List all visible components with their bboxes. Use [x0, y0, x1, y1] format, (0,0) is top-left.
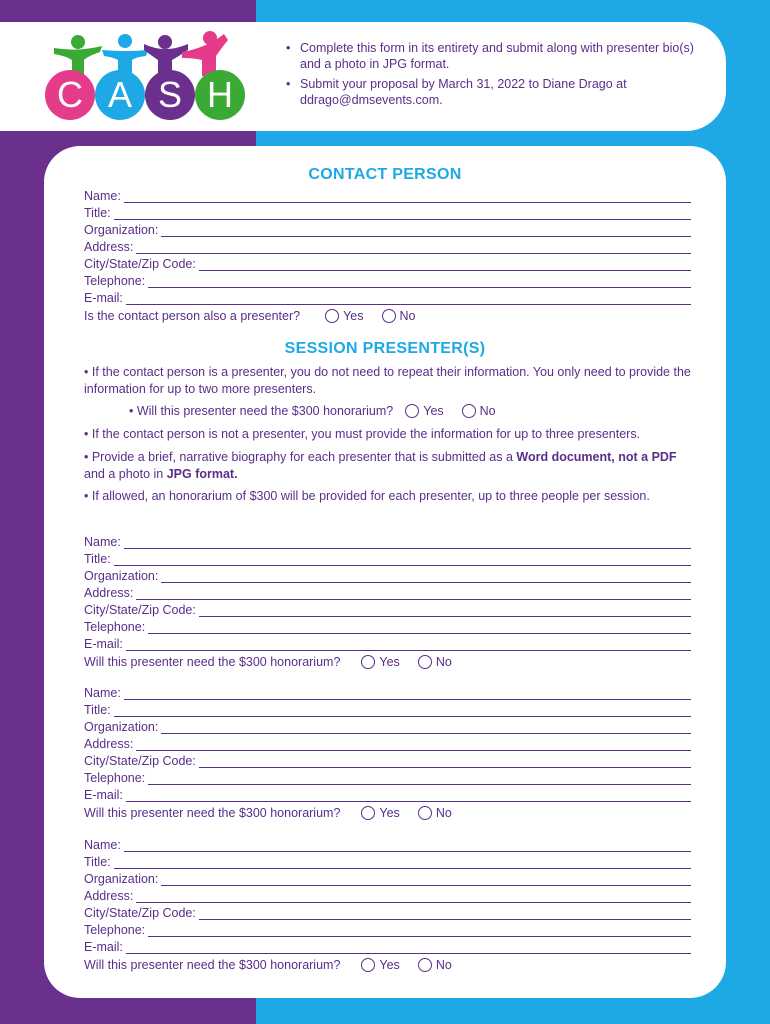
presenter1-address-field[interactable]: Address:	[84, 583, 691, 600]
radio-yes[interactable]	[325, 309, 339, 323]
field-label: Title:	[84, 206, 111, 220]
note-yes-option[interactable]: Yes	[405, 404, 443, 418]
presenter2-city-field[interactable]: City/State/Zip Code:	[84, 751, 691, 768]
presenter2-email-field[interactable]: E-mail:	[84, 785, 691, 802]
form-card	[44, 146, 726, 998]
presenter-note-1: • If the contact person is a presenter, you do not need to repeat their information. You only need to provide the information for up to two more presenters.	[84, 365, 691, 396]
radio-no[interactable]	[462, 404, 476, 418]
contact-title-field[interactable]	[84, 203, 691, 220]
question-label: Is the contact person also a presenter?	[84, 309, 301, 323]
logo-letter-s: S	[145, 70, 195, 120]
presenter1-telephone-field[interactable]: Telephone:	[84, 617, 691, 634]
contact-city-field[interactable]	[84, 254, 691, 271]
presenter1-honorarium-question: Will this presenter need the $300 honorarium? Yes No	[84, 655, 452, 669]
header-card	[0, 22, 726, 131]
presenter3-name-field[interactable]: Name:	[84, 835, 691, 852]
intro-instructions	[284, 40, 704, 112]
contact-section-title: CONTACT PERSON	[308, 166, 462, 183]
presenter2-honorarium-question: Will this presenter need the $300 honorarium? Yes No	[84, 806, 452, 820]
presenter1-title-field[interactable]: Title:	[84, 549, 691, 566]
contact-organization-field[interactable]	[84, 220, 691, 237]
field-label: E-mail:	[84, 291, 123, 305]
presenter1-no-option[interactable]: No	[418, 655, 452, 669]
question-label: • Will this presenter need the $300 honorarium?	[129, 404, 394, 418]
presenter1-email-field[interactable]: E-mail:	[84, 634, 691, 651]
presenter3-city-field[interactable]: City/State/Zip Code:	[84, 903, 691, 920]
presenter-note-4: • If allowed, an honorarium of $300 will be provided for each presenter, up to three people per session.	[84, 489, 650, 503]
radio-no[interactable]	[382, 309, 396, 323]
presenter3-yes-option[interactable]: Yes	[361, 958, 399, 972]
radio-yes[interactable]	[405, 404, 419, 418]
cash-logo	[40, 30, 245, 130]
presenter3-telephone-field[interactable]: Telephone:	[84, 920, 691, 937]
contact-telephone-field[interactable]	[84, 271, 691, 288]
presenter2-telephone-field[interactable]: Telephone:	[84, 768, 691, 785]
logo-letter-c: C	[45, 70, 95, 120]
presenter2-address-field[interactable]: Address:	[84, 734, 691, 751]
note-no-option[interactable]: No	[462, 404, 496, 418]
presenter3-title-field[interactable]: Title:	[84, 852, 691, 869]
note-honorarium-question	[129, 402, 496, 420]
field-label: Address:	[84, 240, 134, 254]
contact-presenter-question	[84, 307, 416, 325]
presenter3-organization-field[interactable]: Organization:	[84, 869, 691, 886]
field-label: Telephone:	[84, 274, 146, 288]
presenter2-no-option[interactable]: No	[418, 806, 452, 820]
contact-name-field[interactable]	[84, 186, 691, 203]
presenter1-city-field[interactable]: City/State/Zip Code:	[84, 600, 691, 617]
contact-no-option[interactable]: No	[382, 309, 416, 323]
presenter2-name-field[interactable]: Name:	[84, 683, 691, 700]
presenters-section-title: SESSION PRESENTER(S)	[284, 340, 486, 357]
presenter1-name-field[interactable]: Name:	[84, 532, 691, 549]
presenter2-yes-option[interactable]: Yes	[361, 806, 399, 820]
presenter3-no-option[interactable]: No	[418, 958, 452, 972]
contact-yes-option[interactable]: Yes	[325, 309, 363, 323]
presenter1-organization-field[interactable]: Organization:	[84, 566, 691, 583]
contact-address-field[interactable]	[84, 237, 691, 254]
intro-bullet: • Submit your proposal by March 31, 2022 to Diane Drago at ddrago@dmsevents.com.	[284, 76, 704, 108]
contact-email-field[interactable]	[84, 288, 691, 305]
logo-letter-a: A	[95, 70, 145, 120]
logo-letter-h: H	[195, 70, 245, 120]
presenter2-title-field[interactable]: Title:	[84, 700, 691, 717]
presenter-note-2: • If the contact person is not a presenter, you must provide the information for up to three presenters.	[84, 427, 641, 441]
presenter-note-3: • Provide a brief, narrative biography for each presenter that is submitted as a Word document, not a PDF and a photo in JPG format.	[84, 450, 677, 481]
intro-bullet: • Complete this form in its entirety and submit along with presenter bio(s) and a photo in JPG format.	[284, 40, 704, 72]
field-label: City/State/Zip Code:	[84, 257, 196, 271]
field-label: Name:	[84, 189, 121, 203]
presenter1-yes-option[interactable]: Yes	[361, 655, 399, 669]
presenter3-address-field[interactable]: Address:	[84, 886, 691, 903]
field-label: Organization:	[84, 223, 159, 237]
presenter2-organization-field[interactable]: Organization:	[84, 717, 691, 734]
presenter3-email-field[interactable]: E-mail:	[84, 937, 691, 954]
presenter3-honorarium-question: Will this presenter need the $300 honorarium? Yes No	[84, 958, 452, 972]
